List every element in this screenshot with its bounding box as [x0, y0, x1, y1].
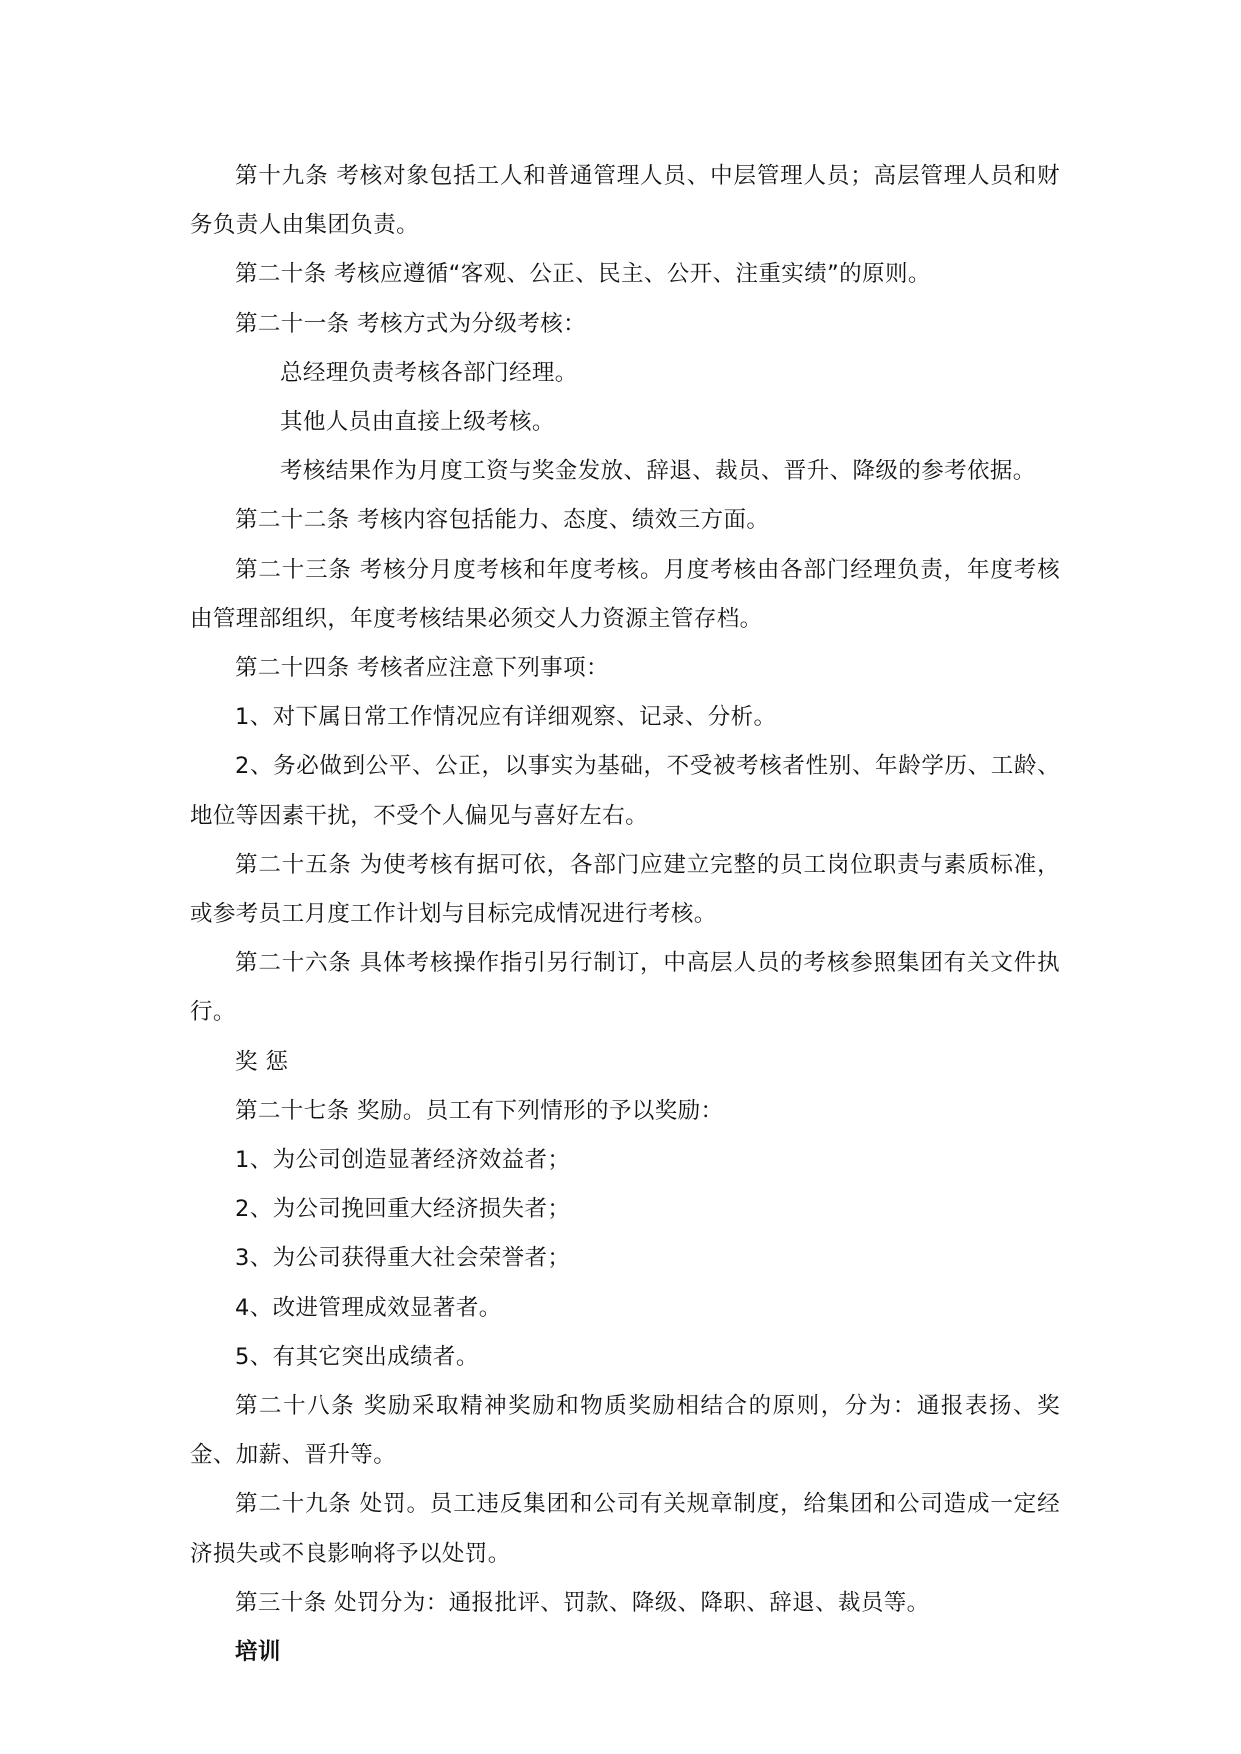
article-21-item: 其他人员由直接上级考核。 — [280, 409, 555, 436]
article-23: 第二十三条 考核分月度考核和年度考核。月度考核由各部门经理负责，年度考核由管理部组织，年度考核结果必须交人力资源主管存档。 — [190, 556, 1060, 632]
list-item: 3、为公司获得重大社会荣誉者； — [235, 1245, 571, 1272]
article-20: 第二十条 考核应遵循“客观、公正、民主、公开、注重实绩”的原则。 — [235, 261, 931, 288]
list-item: 4、改进管理成效显著者。 — [235, 1294, 502, 1321]
article-29: 第二十九条 处罚。员工违反集团和公司有关规章制度，给集团和公司造成一定经济损失或不良影响将予以处罚。 — [190, 1491, 1060, 1567]
article-21: 第二十一条 考核方式为分级考核： — [235, 310, 587, 337]
list-item: 1、为公司创造显著经济效益者； — [235, 1147, 571, 1174]
article-21-item: 考核结果作为月度工资与奖金发放、辞退、裁员、晋升、降级的参考依据。 — [280, 458, 1036, 485]
article-24: 第二十四条 考核者应注意下列事项： — [235, 655, 609, 682]
article-25: 第二十五条 为使考核有据可依，各部门应建立完整的员工岗位职责与素质标准，或参考员工月度工作计划与目标完成情况进行考核。 — [190, 851, 1060, 928]
article-28: 第二十八条 奖励采取精神奖励和物质奖励相结合的原则，分为：通报表扬、奖金、加薪、晋升等。 — [190, 1393, 1060, 1469]
article-27: 第二十七条 奖励。员工有下列情形的予以奖励： — [235, 1097, 724, 1124]
list-item: 1、对下属日常工作情况应有详细观察、记录、分析。 — [235, 704, 777, 731]
article-22: 第二十二条 考核内容包括能力、态度、绩效三方面。 — [235, 507, 770, 534]
article-19: 第十九条 考核对象包括工人和普通管理人员、中层管理人员；高层管理人员和财务负责人由集团负责。 — [190, 163, 1060, 239]
list-item: 5、有其它突出成绩者。 — [235, 1343, 479, 1370]
list-item: 2、务必做到公平、公正，以事实为基础，不受被考核者性别、年龄学历、工龄、地位等因素干扰，不受个人偏见与喜好左右。 — [190, 753, 1060, 829]
section-heading-rewards-penalties: 奖 惩 — [235, 1048, 289, 1075]
article-21-item: 总经理负责考核各部门经理。 — [280, 359, 578, 386]
list-item: 2、为公司挽回重大经济损失者； — [235, 1196, 571, 1223]
document-page — [190, 152, 1060, 1677]
section-heading-training: 培训 — [235, 1639, 281, 1666]
article-30: 第三十条 处罚分为：通报批评、罚款、降级、降职、辞退、裁员等。 — [235, 1589, 930, 1616]
article-26: 第二十六条 具体考核操作指引另行制订，中高层人员的考核参照集团有关文件执行。 — [190, 950, 1060, 1026]
